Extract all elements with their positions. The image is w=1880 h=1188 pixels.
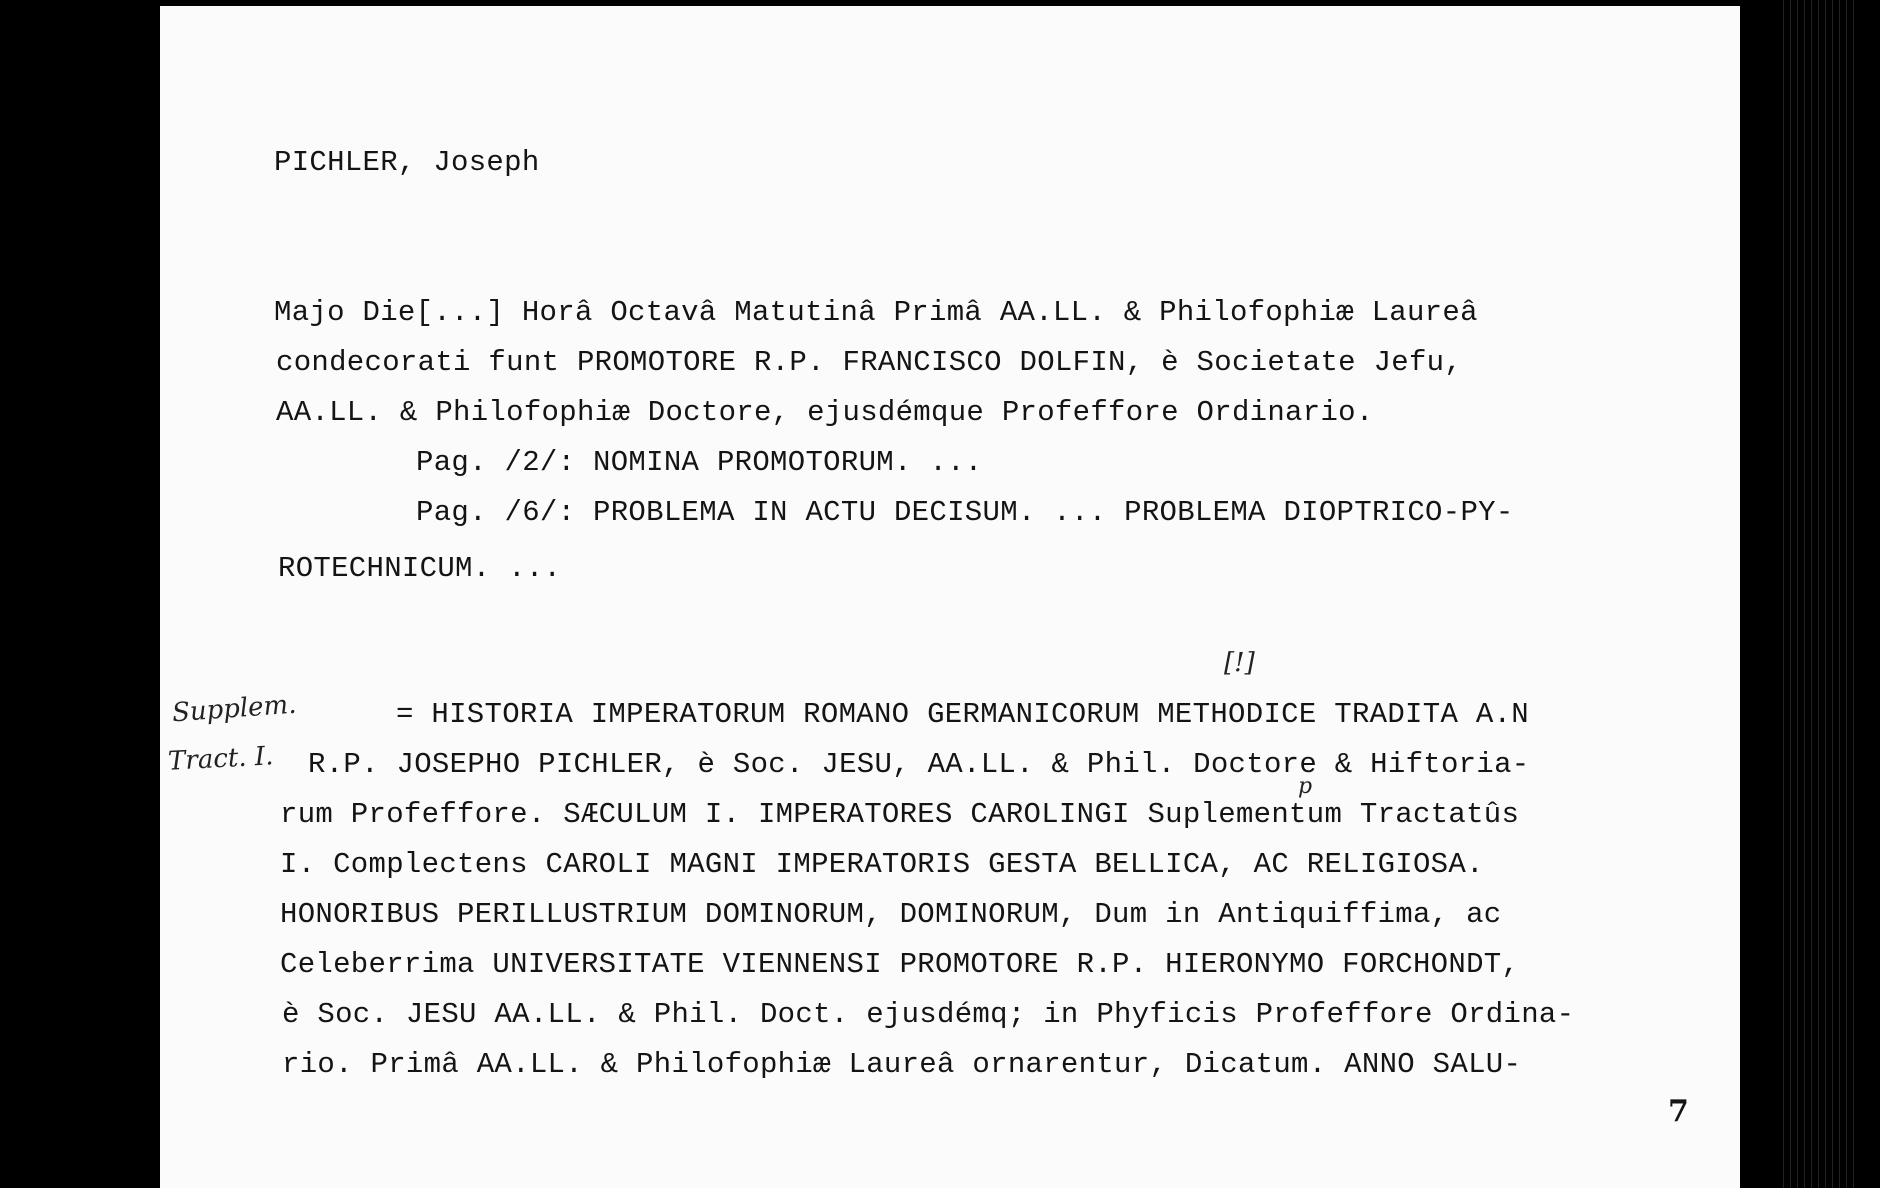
entry2-line: = HISTORIA IMPERATORUM ROMANO GERMANICORUM METHODICE TRADITA A.N — [396, 698, 1529, 731]
entry1-line: ROTECHNICUM. ... — [278, 552, 562, 585]
entry2-line: I. Complectens CAROLI MAGNI IMPERATORIS GESTA BELLICA, AC RELIGIOSA. — [280, 848, 1484, 881]
card-heading: PICHLER, Joseph — [274, 146, 540, 179]
entry1-line: Pag. /6/: PROBLEMA IN ACTU DECISUM. ... PROBLEMA DIOPTRICO-PY- — [416, 496, 1514, 529]
margin-note: Supplem. — [171, 689, 298, 729]
catalog-card — [160, 6, 1740, 1188]
entry1-line: Pag. /2/: NOMINA PROMOTORUM. ... — [416, 446, 983, 479]
page-number: 7 — [1668, 1094, 1689, 1129]
entry2-line: rio. Primâ AA.LL. & Philofophiæ Laureâ ornarentur, Dicatum. ANNO SALU- — [282, 1048, 1522, 1081]
entry1-line: AA.LL. & Philofophiæ Doctore, ejusdémque Profeffore Ordinario. — [276, 396, 1374, 429]
entry2-line: R.P. JOSEPHO PICHLER, è Soc. JESU, AA.LL. & Phil. Doctore & Hiftoria- — [308, 748, 1530, 781]
sic-annotation: [!] — [1224, 648, 1255, 678]
margin-note: Tract. I. — [167, 741, 275, 777]
entry1-line: Majo Die[...] Horâ Octavâ Matutinâ Primâ AA.LL. & Philofophiæ Laureâ — [274, 296, 1478, 329]
entry2-line: è Soc. JESU AA.LL. & Phil. Doct. ejusdémq; in Phyficis Profeffore Ordina- — [282, 998, 1575, 1031]
scan-edge — [1780, 0, 1860, 1188]
entry2-line: Celeberrima UNIVERSITATE VIENNENSI PROMOTORE R.P. HIERONYMO FORCHONDT, — [280, 948, 1520, 981]
caret-annotation: p — [1298, 774, 1313, 799]
entry2-line: HONORIBUS PERILLUSTRIUM DOMINORUM, DOMINORUM, Dum in Antiquiffima, ac — [280, 898, 1502, 931]
entry1-line: condecorati funt PROMOTORE R.P. FRANCISCO DOLFIN, è Societate Jefu, — [276, 346, 1463, 379]
entry2-line: rum Profeffore. SÆCULUM I. IMPERATORES CAROLINGI Suplementum Tractatûs — [280, 798, 1520, 831]
